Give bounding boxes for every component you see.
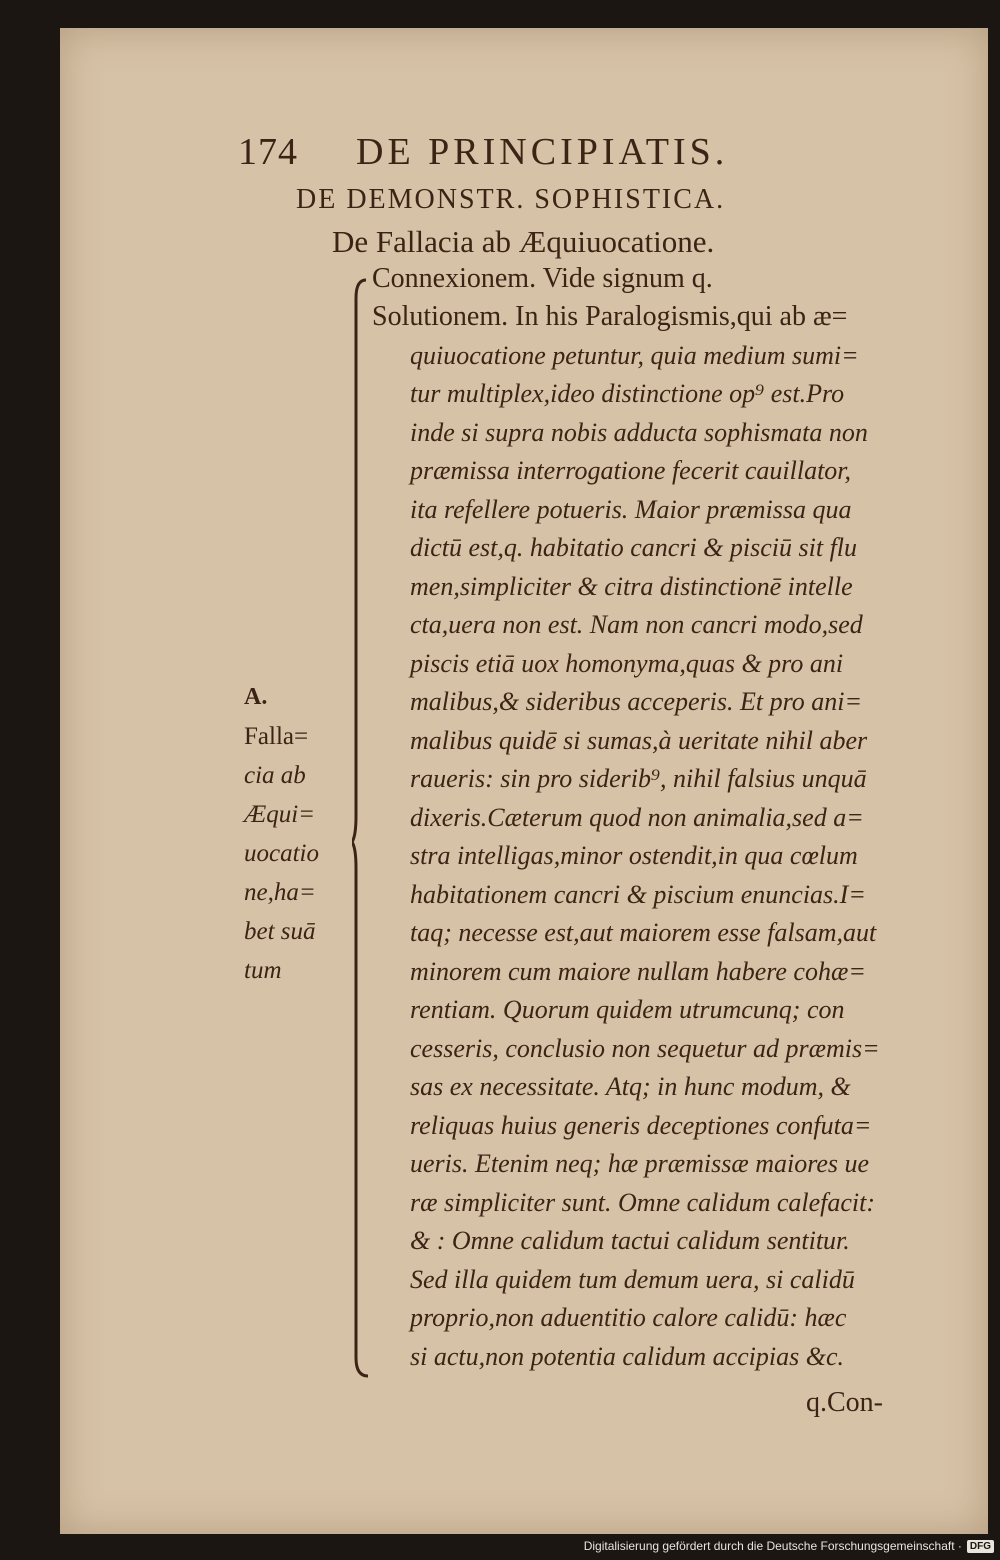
footer-text: Digitalisierung gefördert durch die Deutsche Forschungsgemeinschaft · — [583, 1539, 962, 1553]
body-line: præmissa interrogatione fecerit cauillator, — [410, 456, 852, 485]
margin-note-line: A. — [244, 684, 268, 710]
body-line: ueris. Etenim neq; hæ præmissæ maiores ue — [410, 1149, 870, 1178]
body-line: men,simpliciter & citra distinctionē intelle — [410, 572, 853, 601]
body-line: taq; necesse est,aut maiorem esse falsam,aut — [410, 918, 877, 947]
body-line: cesseris, conclusio non sequetur ad præmis= — [410, 1034, 880, 1063]
running-title: DE PRINCIPIATIS. — [356, 131, 729, 173]
dfg-logo-icon: DFG — [967, 1540, 994, 1553]
section-title: DE DEMONSTR. SOPHISTICA. — [296, 184, 726, 215]
body-line: piscis etiā uox homonyma,quas & pro ani — [410, 649, 844, 678]
body-line: raueris: sin pro siderib⁹, nihil falsius unquā — [410, 764, 867, 793]
body-line: ræ simpliciter sunt. Omne calidum calefacit: — [410, 1188, 876, 1217]
body-line: dictū est,q. habitatio cancri & pisciū sit flu — [410, 533, 858, 562]
body-line: reliquas huius generis deceptiones confuta= — [410, 1111, 872, 1140]
footer — [584, 1536, 994, 1556]
left-brace — [352, 276, 370, 1380]
margin-note-line: bet suā — [244, 918, 316, 945]
body-line: Connexionem. Vide signum q. — [372, 263, 713, 294]
body-line: malibus,& sideribus acceperis. Et pro ani= — [410, 687, 863, 716]
subsection-title: De Fallacia ab Æquiuocatione. — [332, 224, 715, 259]
margin-note-line: ne,ha= — [244, 879, 316, 906]
body-line: dixeris.Cæterum quod non animalia,sed a= — [410, 803, 864, 832]
margin-note-line: Æqui= — [244, 801, 316, 828]
body-line: inde si supra nobis adducta sophismata non — [410, 418, 868, 447]
body-line: tur multiplex,ideo distinctione op⁹ est.Pro — [410, 379, 845, 408]
body-line: Sed illa quidem tum demum uera, si calidū — [410, 1265, 855, 1294]
margin-note-line: Falla= — [244, 723, 309, 750]
body-line: malibus quidē si sumas,à ueritate nihil aber — [410, 726, 868, 755]
margin-note-line: cia ab — [244, 762, 306, 789]
body-line: cta,uera non est. Nam non cancri modo,sed — [410, 610, 863, 639]
body-line: & : Omne calidum tactui calidum sentitur. — [410, 1226, 850, 1255]
body-line: Solutionem. In his Paralogismis,qui ab æ= — [372, 301, 848, 332]
body-line: proprio,non aduentitio calore calidū: hæc — [410, 1303, 847, 1332]
catchword: q.Con- — [806, 1387, 883, 1418]
margin-note-line: uocatio — [244, 840, 319, 867]
body-line: si actu,non potentia calidum accipias &c. — [410, 1342, 844, 1371]
page-number: 174 — [238, 131, 298, 173]
body-line: stra intelligas,minor ostendit,in qua cœlum — [410, 841, 858, 870]
body-line: ita refellere potueris. Maior præmissa qua — [410, 495, 852, 524]
margin-note-line: tum — [244, 957, 282, 984]
body-line: sas ex necessitate. Atq; in hunc modum, & — [410, 1072, 851, 1101]
body-line: rentiam. Quorum quidem utrumcunq; con — [410, 995, 845, 1024]
body-line: quiuocatione petuntur, quia medium sumi= — [410, 341, 859, 370]
book-page — [60, 28, 988, 1534]
body-line: minorem cum maiore nullam habere cohæ= — [410, 957, 866, 986]
body-line: habitationem cancri & piscium enuncias.I= — [410, 880, 866, 909]
